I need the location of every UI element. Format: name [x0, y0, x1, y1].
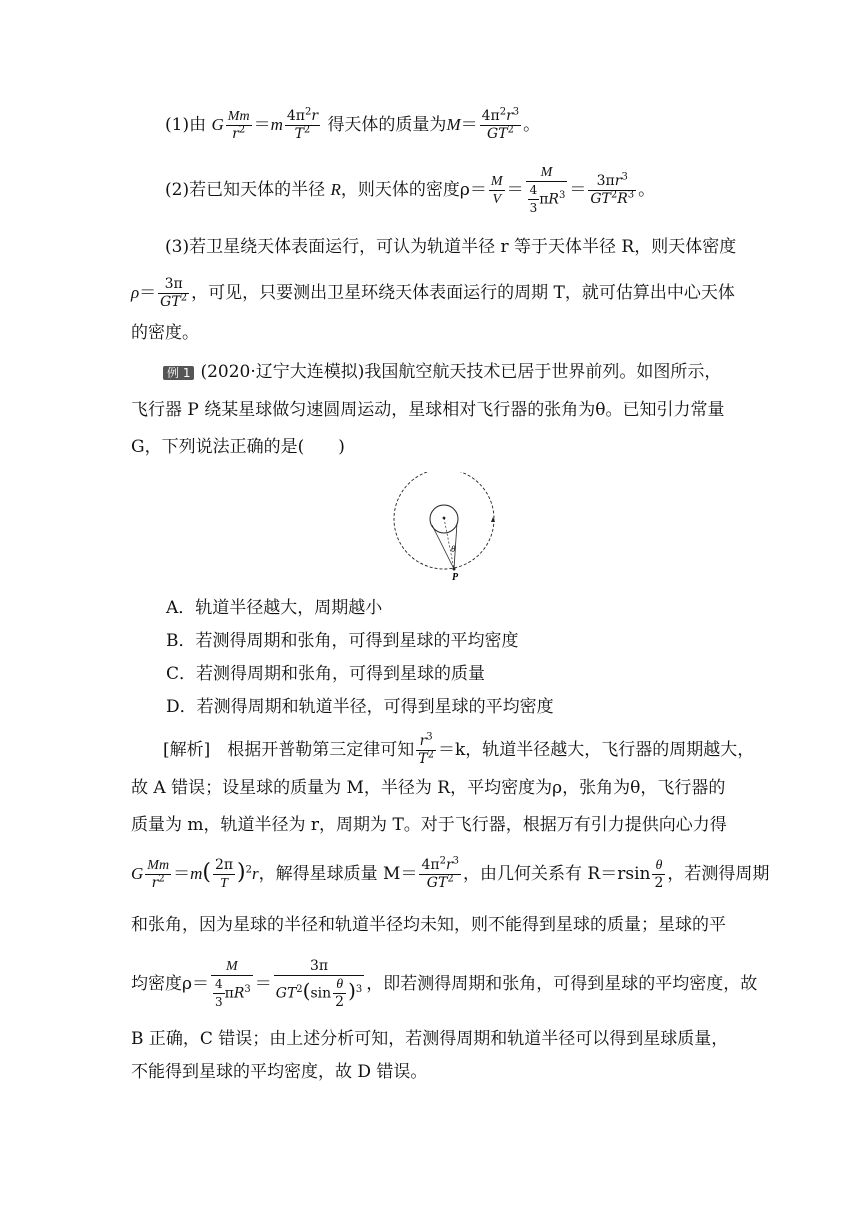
text: ，可见，只要测出卫星环绕天体表面运行的周期 T，就可估算出中心天体 [191, 283, 735, 303]
text: ，由几何关系有 R＝rsin [463, 864, 651, 884]
text: ，解得星球质量 M＝ [258, 864, 418, 884]
analysis-line8: 不能得到星球的平均密度，故 D 错误。 [131, 1062, 428, 1082]
formula-line-1: (1)由 G $\frac{Mm}{r^2}$ ＝m $\frac{4\pi^2r}{T^2}$ 得天体的质量为M＝ $\frac{4\pi^2r^3}{GT^2}$ 。 [165, 106, 541, 142]
p-label: P [452, 572, 459, 583]
option-a: A．轨道半径越大，周期越小 [166, 598, 383, 618]
analysis-line3: 质量为 m，轨道半径为 r，周期为 T。对于飞行器，根据万有引力提供向心力得 [131, 815, 727, 835]
spacecraft-dot [453, 568, 456, 571]
text: 我国航空航天技术已居于世界前列。如图所示， [364, 362, 722, 382]
analysis-tag: [解析] [163, 740, 211, 760]
example-line1 [163, 364, 721, 381]
text: 均密度ρ＝ [131, 974, 209, 994]
analysis-line5: 和张角，因为星球的半径和轨道半径均未知，则不能得到星球的质量；星球的平 [131, 915, 726, 935]
text: (1)由 [165, 115, 207, 135]
analysis-line1: [解析] 根据开普勒第三定律可知 $\frac{r^3}{T^2}$ ＝k，轨道半径越大，飞行器的周期越大， [163, 731, 755, 767]
text: (2)若已知天体的半径 [165, 180, 326, 200]
orbit-circle [394, 472, 494, 569]
text: 。 [523, 115, 541, 135]
p3-line2: ρ＝ $\frac{3\pi}{GT^2}$ ，可见，只要测出卫星环绕天体表面运行的周期 T，就可估算出中心天体 [131, 276, 735, 310]
analysis-line4: G $\frac{Mm}{r^2}$ ＝m( $\frac{2\pi}{T}$ )$^2$r，解得星球质量 M＝ $\frac{4\pi^2r^3}{GT^2}$ ，由几何关系有 R＝rsin $\frac{\theta}{2}$ ，若测得周期 [131, 855, 770, 891]
p3-line3: 的密度。 [131, 323, 199, 343]
text: ，若测得周期 [667, 864, 770, 884]
option-d: D．若测得周期和轨道半径，可得到星球的平均密度 [166, 697, 554, 717]
theta-label: θ [451, 544, 456, 554]
text: ，即若测得周期和张角，可得到星球的平均密度，故 [366, 974, 758, 994]
option-b: B．若测得周期和张角，可得到星球的平均密度 [166, 631, 519, 651]
example-source: (2020·辽宁大连模拟) [200, 362, 365, 382]
orbit-diagram [390, 472, 500, 584]
text: 根据开普勒第三定律可知 [227, 740, 415, 760]
analysis-line6: 均密度ρ＝ M $\frac{4}{3}$ $\pi R^3$ ＝ 3π $GT^2(\sin$ $\frac{\theta}{2}$ )$^3$ ，即若测得周期和张角，可得到星球的平均密度，故 [131, 958, 758, 1010]
example-line2: 飞行器 P 绕某星球做匀速圆周运动，星球相对飞行器的张角为θ。已知引力常量 [131, 400, 725, 420]
text: 得天体的质量为 [327, 115, 447, 135]
text: ，则天体的密度ρ＝ [340, 180, 487, 200]
example-line3: G，下列说法正确的是( ) [131, 437, 345, 457]
formula-line-2: (2)若已知天体的半径 R，则天体的密度ρ＝ $\frac{M}{V}$ ＝ M $\frac{4}{3}$ $\pi R^3$ ＝ $\frac{3\pi r^3}{GT^2R^3}$ 。 [165, 165, 656, 215]
text: 。 [638, 180, 656, 200]
option-c: C．若测得周期和张角，可得到星球的质量 [166, 664, 486, 684]
analysis-line7: B 正确，C 错误；由上述分析可知，若测得周期和轨道半径可以得到星球质量， [131, 1029, 729, 1049]
analysis-line2: 故 A 错误；设星球的质量为 M，半径为 R，平均密度为ρ，张角为θ，飞行器的 [131, 778, 726, 798]
text: ＝k，轨道半径越大，飞行器的周期越大， [437, 740, 755, 760]
p3-line1: (3)若卫星绕天体表面运行，可认为轨道半径 r 等于天体半径 R，则天体密度 [165, 237, 737, 257]
example-tag: 例 1 [163, 366, 194, 380]
